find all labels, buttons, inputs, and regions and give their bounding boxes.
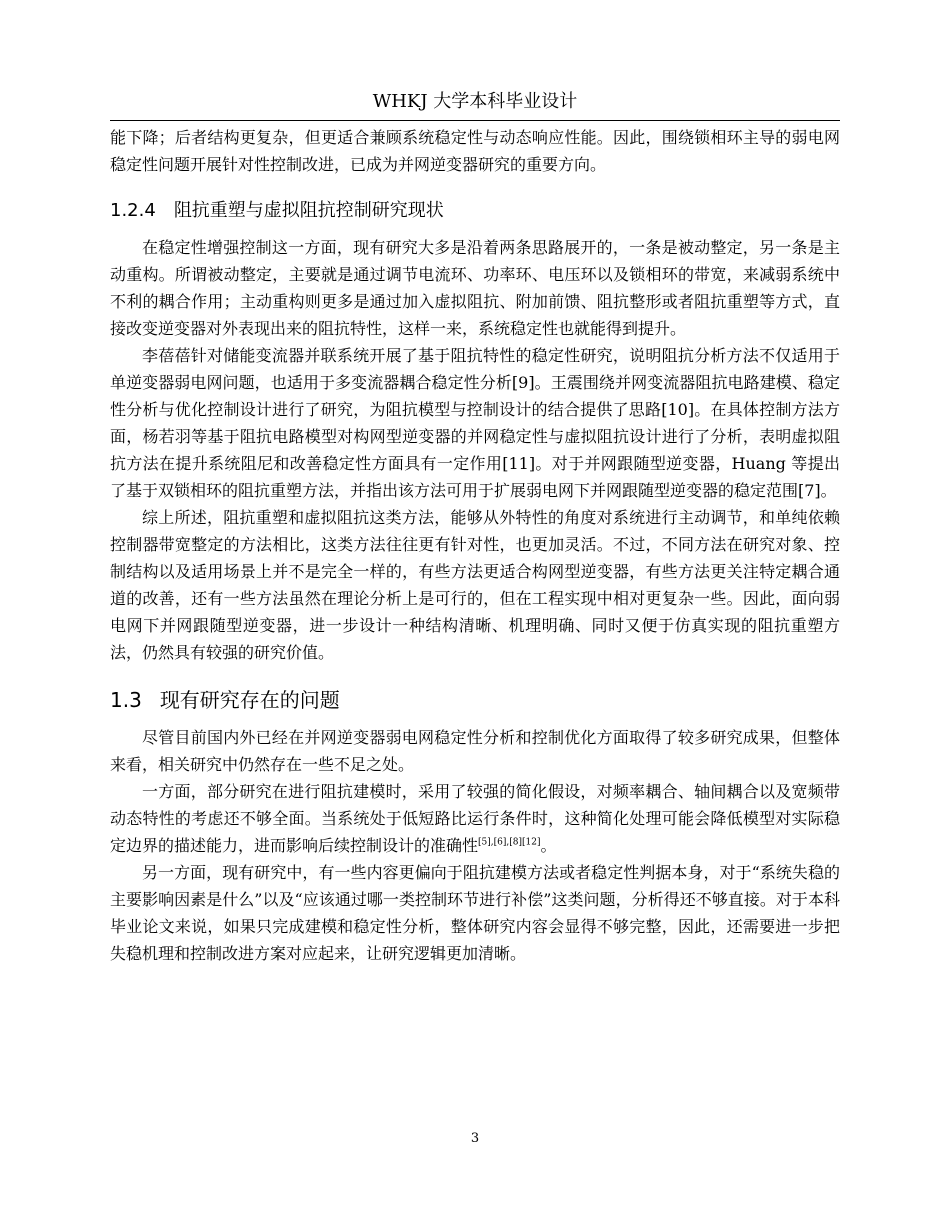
section-number: 1.3 [110,688,142,712]
paragraph-1: 在稳定性增强控制这一方面，现有研究大多是沿着两条思路展开的，一条是被动整定，另一条是主动重构。所谓被动整定，主要就是通过调节电流环、功率环、电压环以及锁相环的带宽，来减弱系统中不利的耦合作用；主动重构则更多是通过加入虚拟阻抗、附加前馈、阻抗整形或者阻抗重塑等方式，直接改变逆变器对外表现出来的阻抗特性，这样一来，系统稳定性也就能得到提升。 [110,238,840,338]
paragraph-intro: 能下降；后者结构更复杂，但更适合兼顾系统稳定性与动态响应性能。因此，围绕锁相环主导的弱电网稳定性问题开展针对性控制改进，已成为并网逆变器研究的重要方向。 [110,128,840,174]
paragraph-5 [110,778,840,859]
paragraph-6: 另一方面，现有研究中，有一些内容更偏向于阻抗建模方法或者稳定性判据本身，对于“系统失稳的主要影响因素是什么”以及“应该通过哪一类控制环节进行补偿”这类问题，分析得还不够直接。对于本科毕业论文来说，如果只完成建模和稳定性分析，整体研究内容会显得不够完整，因此，还需要进一步把失稳机理和控制改进方案对应起来，让研究逻辑更加清晰。 [110,863,840,963]
page-header: WHKJ 大学本科毕业设计 [110,84,840,121]
citation-superscript: [5],[6],[8][12] [478,837,541,848]
paragraph-2: 李蓓蓓针对储能变流器并联系统开展了基于阻抗特性的稳定性研究，说明阻抗分析方法不仅适用于单逆变器弱电网问题，也适用于多变流器耦合稳定性分析[9]。王震围绕并网变流器阻抗电路建模、稳定性分析与优化控制设计进行了研究，为阻抗模型与控制设计的结合提供了思路[10]。在具体控制方法方面，杨若羽等基于阻抗电路模型对构网型逆变器的并网稳定性与虚拟阻抗设计进行了分析，表明虚拟阻抗方法在提升系统阻尼和改善稳定性方面具有一定作用[11]。对于并网跟随型逆变器，Huang 等提出了基于双锁相环的阻抗重塑方法，并指出该方法可用于扩展弱电网下并网跟随型逆变器的稳定范围[7]。 [110,346,840,500]
section-title: 现有研究存在的问题 [159,688,340,712]
paragraph-5-end: 。 [540,836,557,855]
section-heading-1-3 [110,684,840,716]
paragraph-4: 尽管目前国内外已经在并网逆变器弱电网稳定性分析和控制优化方面取得了较多研究成果，但整体来看，相关研究中仍然存在一些不足之处。 [110,728,840,774]
paragraph-5-text: 一方面，部分研究在进行阻抗建模时，采用了较强的简化假设，对频率耦合、轴间耦合以及宽频带动态特性的考虑还不够全面。当系统处于低短路比运行条件时，这种简化处理可能会降低模型对实际稳定边界的描述能力，进而影响后续控制设计的准确性 [110,782,840,855]
section-title: 阻抗重塑与虚拟阻抗控制研究现状 [173,200,444,221]
page-number: 3 [470,1131,480,1146]
document-body [110,124,840,967]
section-heading-1-2-4 [110,196,840,226]
section-number: 1.2.4 [110,200,156,221]
paragraph-3: 综上所述，阻抗重塑和虚拟阻抗这类方法，能够从外特性的角度对系统进行主动调节，和单纯依赖控制器带宽整定的方法相比，这类方法往往更有针对性，也更加灵活。不过，不同方法在研究对象、控制结构以及适用场景上并不是完全一样的，有些方法更适合构网型逆变器，有些方法更关注特定耦合通道的改善，还有一些方法虽然在理论分析上是可行的，但在工程实现中相对更复杂一些。因此，面向弱电网下并网跟随型逆变器，进一步设计一种结构清晰、机理明确、同时又便于仿真实现的阻抗重塑方法，仍然具有较强的研究价值。 [110,508,840,662]
